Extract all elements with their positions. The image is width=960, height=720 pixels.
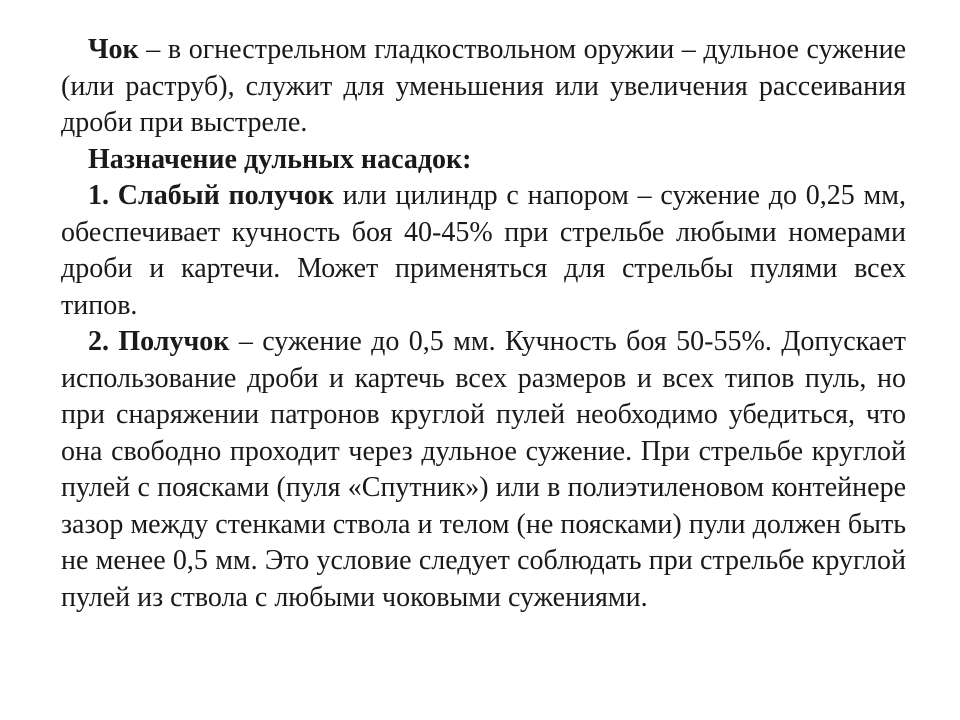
item-1-text: или цилиндр с напором – сужение до 0,25 мм, обеспечивает кучность боя 40-45% при стрельбе любыми номерами дроби и картечи. Может применяться для стрельбы пулями всех типов.: [61, 180, 906, 321]
item-1-paragraph: [61, 178, 906, 324]
definition-paragraph: [61, 32, 906, 142]
item-1-title: 1. Слабый получок: [88, 180, 334, 211]
item-2-title: 2. Получок: [88, 326, 230, 357]
item-2-paragraph: [61, 324, 906, 616]
section-heading-paragraph: [61, 142, 906, 179]
definition-term: Чок: [88, 34, 139, 65]
section-heading: Назначение дульных насадок:: [88, 143, 472, 175]
item-2-text: – сужение до 0,5 мм. Кучность боя 50-55%. Допускает использование дроби и картечь всех размеров и всех типов пуль, но при снаряжении патронов круглой пулей необходимо убедиться, что она свободно проходит через дульное сужение. При стрельбе круглой пулей с поясками (пуля «Спутник») или в полиэтиленовом контейнере зазор между стенками ствола и телом (не поясками) пули должен быть не менее 0,5 мм. Это условие следует соблюдать при стрельбе круглой пулей из ствола с любыми чоковыми сужениями.: [61, 326, 907, 613]
definition-text: – в огнестрельном гладкоствольном оружии – дульное сужение (или раструб), служит для уменьшения или увеличения рассеивания дроби при выстреле.: [61, 34, 906, 138]
